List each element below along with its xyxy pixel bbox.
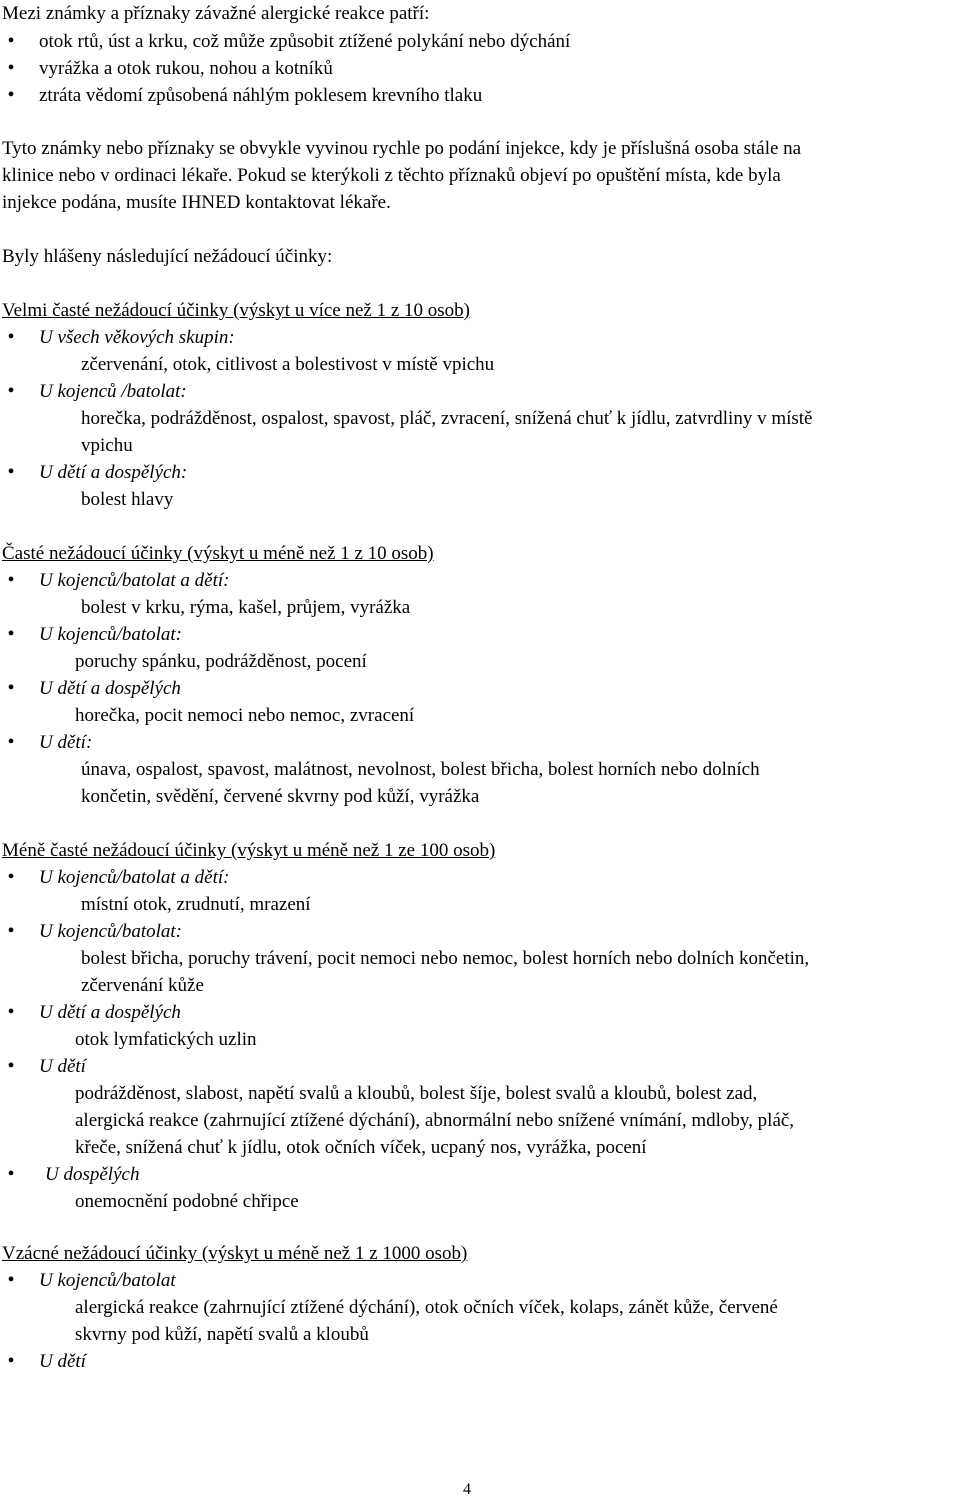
effect-text: bolest hlavy xyxy=(81,489,174,510)
effect-text: únava, ospalost, spavost, malátnost, nevolnost, bolest břicha, bolest horních nebo dolních xyxy=(81,759,760,780)
bullet-icon xyxy=(6,729,16,756)
bullet-icon xyxy=(6,1267,16,1294)
age-group-label: U všech věkových skupin: xyxy=(39,327,235,348)
effect-text: končetin, svědění, červené skvrny pod kůží, vyrážka xyxy=(81,786,480,807)
section-heading: Velmi časté nežádoucí účinky (výskyt u více než 1 z 10 osob) xyxy=(2,300,470,321)
section-heading: Méně časté nežádoucí účinky (výskyt u méně než 1 ze 100 osob) xyxy=(2,840,496,861)
age-group-label: U kojenců/batolat xyxy=(39,1270,176,1291)
intro-bullet: ztráta vědomí způsobená náhlým poklesem krevního tlaku xyxy=(39,85,483,106)
bullet-icon xyxy=(6,1053,16,1080)
intro-bullet: vyrážka a otok rukou, nohou a kotníků xyxy=(39,58,333,79)
effect-text: onemocnění podobné chřipce xyxy=(75,1191,299,1212)
paragraph-line: injekce podána, musíte IHNED kontaktovat lékaře. xyxy=(2,192,391,213)
age-group-label: U kojenců/batolat a dětí: xyxy=(39,867,230,888)
effect-text: podrážděnost, slabost, napětí svalů a kloubů, bolest šíje, bolest svalů a kloubů, bolest zad, xyxy=(75,1083,758,1104)
section-heading: Časté nežádoucí účinky (výskyt u méně než 1 z 10 osob) xyxy=(2,543,434,564)
paragraph-line: Tyto známky nebo příznaky se obvykle vyvinou rychle po podání injekce, kdy je příslušná osoba stále na xyxy=(2,138,802,159)
age-group-label: U dětí xyxy=(39,1056,86,1077)
effect-text: alergická reakce (zahrnující ztížené dýchání), otok očních víček, kolaps, zánět kůže, červené xyxy=(75,1297,778,1318)
age-group-label: U dětí a dospělých xyxy=(39,1002,181,1023)
age-group-label: U kojenců/batolat a dětí: xyxy=(39,570,230,591)
effect-text: otok lymfatických uzlin xyxy=(75,1029,257,1050)
intro-heading: Mezi známky a příznaky závažné alergické reakce patří: xyxy=(2,3,430,24)
effect-text: křeče, snížená chuť k jídlu, otok očních víček, ucpaný nos, vyrážka, pocení xyxy=(75,1137,647,1158)
reported-effects-intro: Byly hlášeny následující nežádoucí účinky: xyxy=(2,246,333,267)
age-group-label: U kojenců/batolat: xyxy=(39,624,182,645)
bullet-icon xyxy=(6,621,16,648)
bullet-icon xyxy=(6,55,16,82)
bullet-icon xyxy=(6,378,16,405)
intro-bullet: otok rtů, úst a krku, což může způsobit ztížené polykání nebo dýchání xyxy=(39,31,571,52)
age-group-label: U kojenců /batolat: xyxy=(39,381,187,402)
age-group-label: U dětí: xyxy=(39,732,93,753)
bullet-icon xyxy=(6,1161,16,1190)
effect-text: bolest břicha, poruchy trávení, pocit nemoci nebo nemoc, bolest horních nebo dolních končetin, xyxy=(81,948,810,969)
bullet-icon xyxy=(6,459,16,486)
effect-text: místní otok, zrudnutí, mrazení xyxy=(81,894,311,915)
effect-text: zčervenání kůže xyxy=(81,975,204,996)
page-number: 4 xyxy=(463,1481,471,1498)
bullet-icon xyxy=(6,918,16,945)
bullet-icon xyxy=(6,675,16,702)
age-group-label: U dětí xyxy=(39,1351,86,1372)
age-group-label: U dětí a dospělých xyxy=(39,678,181,699)
bullet-icon xyxy=(6,864,16,891)
effect-text: vpichu xyxy=(81,435,133,456)
bullet-icon xyxy=(6,82,16,109)
paragraph-line: klinice nebo v ordinaci lékaře. Pokud se kterýkoli z těchto příznaků objeví po opuštění místa, kde byla xyxy=(2,165,781,186)
bullet-icon xyxy=(6,1348,16,1375)
effect-text: bolest v krku, rýma, kašel, průjem, vyrážka xyxy=(81,597,411,618)
effect-text: horečka, podrážděnost, ospalost, spavost, pláč, zvracení, snížená chuť k jídlu, zatvrdliny v místě xyxy=(81,408,813,429)
effect-text: alergická reakce (zahrnující ztížené dýchání), abnormální nebo snížené vnímání, mdloby, pláč, xyxy=(75,1110,795,1131)
effect-text: poruchy spánku, podrážděnost, pocení xyxy=(75,651,367,672)
age-group-label: U dětí a dospělých: xyxy=(39,462,188,483)
bullet-icon xyxy=(6,567,16,594)
bullet-icon xyxy=(6,999,16,1026)
age-group-label: U dospělých xyxy=(45,1164,140,1185)
bullet-icon xyxy=(6,324,16,351)
section-heading: Vzácné nežádoucí účinky (výskyt u méně než 1 z 1000 osob) xyxy=(2,1243,468,1264)
effect-text: horečka, pocit nemoci nebo nemoc, zvracení xyxy=(75,705,415,726)
age-group-label: U kojenců/batolat: xyxy=(39,921,182,942)
effect-text: skvrny pod kůží, napětí svalů a kloubů xyxy=(75,1324,369,1345)
bullet-icon xyxy=(6,28,16,55)
effect-text: zčervenání, otok, citlivost a bolestivost v místě vpichu xyxy=(81,354,495,375)
